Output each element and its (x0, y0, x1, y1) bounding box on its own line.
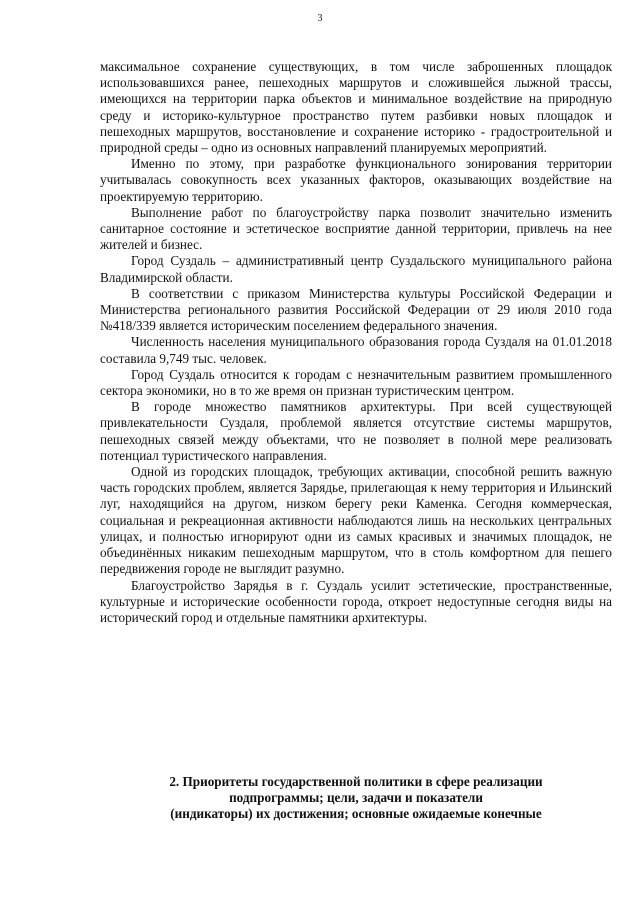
paragraph-2: Именно по этому, при разработке функционального зонирования территории учитывалась совокупность всех указанных факторов, оказывающих воздействие на проектируемую территорию. (100, 156, 612, 204)
paragraph-3: Выполнение работ по благоустройству парка позволит значительно изменить санитарное состояние и эстетическое восприятие данной территории, привлечь на нее жителей и бизнес. (100, 204, 612, 253)
heading-line-1: 2. Приоритеты государственной политики в сфере реализации (169, 774, 543, 789)
section-heading (100, 774, 612, 823)
page-number: 3 (317, 13, 323, 24)
paragraph-5: В соответствии с приказом Министерства культуры Российской Федерации и Министерства регионального развития Российской Федерации от 29 июля 2010 года №418/339 является историческим поселением федерального значения. (100, 285, 612, 334)
paragraph-9: Одной из городских площадок, требующих активации, способной решить важную часть городских проблем, является Зарядье, прилегающая к нему территория и Ильинский луг, находящийся на другом, низком берегу реки Каменка. Сегодня коммерческая, социальная и рекреационная активности наблюдаются лишь на нескольких центральных улицах, и полностью игнорируют одни из самых красивых и значимых площадок, не объединённых никаким пешеходным маршрутом, что в столь комфортном для пешего передвижения городе не выглядит разумно. (100, 464, 612, 577)
heading-line-2: подпрограммы; цели, задачи и показатели (229, 790, 483, 806)
paragraph-8: В городе множество памятников архитектуры. При всей существующей привлекательности Суздаля, проблемой является отсутствие системы маршрутов, пешеходных связей между объектами, что не позволяет в полной мере реализовать потенциал туристического направления. (100, 399, 612, 463)
paragraph-4: Город Суздаль – административный центр Суздальского муниципального района Владимирской области. (100, 253, 612, 285)
paragraph-10: Благоустройство Зарядья в г. Суздаль усилит эстетические, пространственные, культурные и исторические особенности города, откроет недоступные сегодня виды на исторический город и отдельные памятники архитектуры. (100, 577, 612, 625)
body-text (100, 59, 612, 626)
paragraph-7: Город Суздаль относится к городам с незначительным развитием промышленного сектора экономики, но в то же время он признан туристическим центром. (100, 366, 612, 399)
paragraph-1: максимальное сохранение существующих, в том числе заброшенных площадок использовавшихся ранее, пешеходных маршрутов и сложившейся лыжной трассы, имеющихся на территории парка объектов и минимальное воздействие на природную среду и историко-культурное пространство путем разбивки новых площадок и пешеходных маршрутов, восстановление и сохранение историко - градостроительной и природной среды – одно из основных направлений планируемых мероприятий. (100, 59, 612, 156)
paragraph-6: Численность населения муниципального образования города Суздаля на 01.01.2018 составила 9,749 тыс. человек. (100, 334, 612, 366)
heading-line-3: (индикаторы) их достижения; основные ожидаемые конечные (170, 806, 542, 822)
